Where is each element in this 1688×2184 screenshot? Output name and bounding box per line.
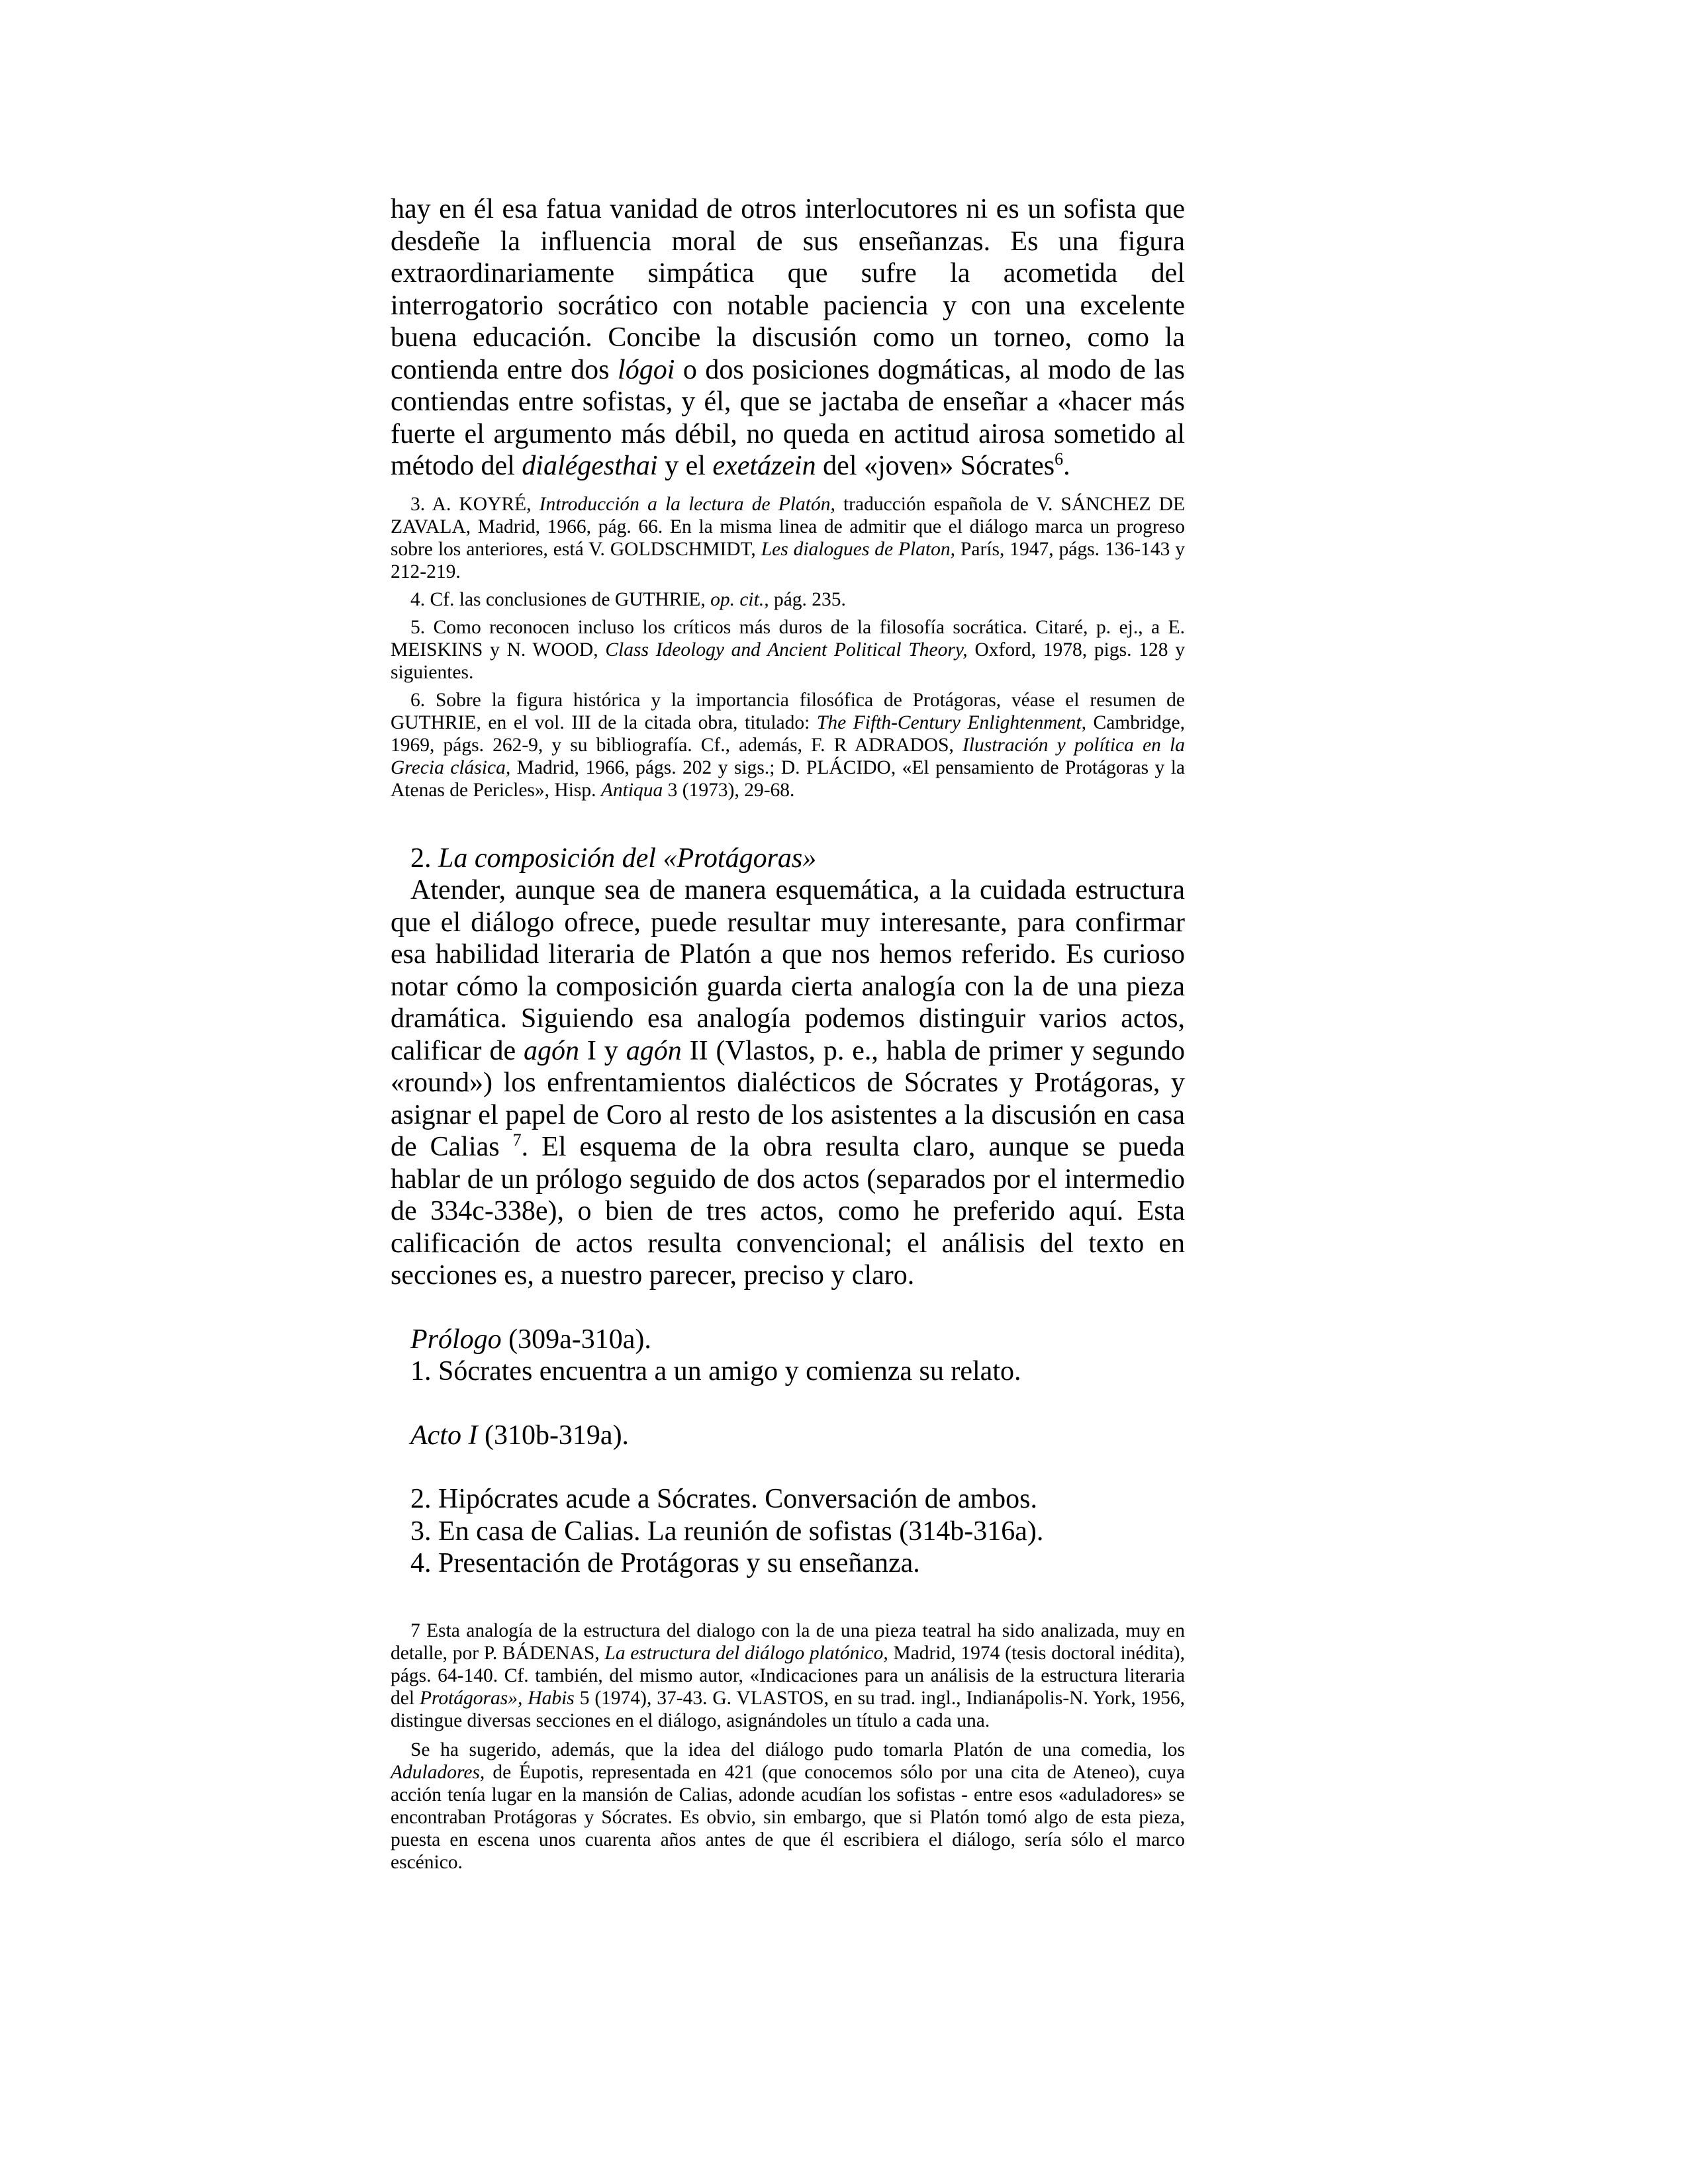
footnote-5: 5. Como reconocen incluso los críticos más duros de la filosofía socrática. Citaré, p. ej., a E. MEISKINS y N. WOOD, Class Ideology and Ancient Political Theory, Oxford, 1978, pigs. 128 y siguientes. bbox=[391, 616, 1185, 683]
outline-item-4: 4. Presentación de Protágoras y su enseñanza. bbox=[410, 1548, 920, 1578]
footnote-3: 3. A. KOYRÉ, Introducción a la lectura de Platón, traducción española de V. SÁNCHEZ DE ZAVALA, Madrid, 1966, pág. 66. En la misma linea de admitir que el diálogo marca un progreso sobre los anteriores, está V. GOLDSCHMIDT, Les dialogues de Platon, París, 1947, págs. 136-143 y 212-219. bbox=[391, 493, 1185, 582]
outline-item-1: 1. Sócrates encuentra a un amigo y comienza su relato. bbox=[410, 1356, 1021, 1387]
outline-item-2: 2. Hipócrates acude a Sócrates. Conversación de ambos. bbox=[410, 1484, 1038, 1514]
footnote-7-continued: Se ha sugerido, además, que la idea del diálogo pudo tomarla Platón de una comedia, los Aduladores, de Éupotis, representada en 421 (que conocemos sólo por una cita de Ateneo), cuya acción tenía lugar en la mansión de Calias, adonde acudían los sofistas - entre esos «aduladores» se encontraban Protágoras y Sócrates. Es obvio, sin embargo, que si Platón tomó algo de esta pieza, puesta en escena unos cuarenta años antes de que él escribiera el diálogo, sería sólo el marco escénico. bbox=[391, 1739, 1185, 1873]
outline-acto-1: Acto I (310b-319a). bbox=[410, 1420, 630, 1451]
body-paragraph: Atender, aunque sea de manera esquemática, a la cuidada estructura que el diálogo ofrece, puede resultar muy interesante, para confirmar esa habilidad literaria de Platón a que nos hemos referido. Es curioso notar cómo la composición guarda cierta analogía con la de una pieza dramática. Siguiendo esa analogía podemos distinguir varios actos, calificar de agón I y agón II (Vlastos, p. e., habla de primer y segundo «round») los enfrentamientos dialécticos de Sócrates y Protágoras, y asignar el papel de Coro al resto de los asistentes a la discusión en casa de Calias $^7$. El esquema de la obra resulta claro, aunque se pueda hablar de un prólogo seguido de dos actos (separados por el intermedio de 334c-338e), o bien de tres actos, como he preferido aquí. Esta calificación de actos resulta convencional; el análisis del texto en secciones es, a nuestro parecer, preciso y claro. bbox=[391, 875, 1185, 1291]
footnote-7: 7 Esta analogía de la estructura del dialogo con la de una pieza teatral ha sido analizada, muy en detalle, por P. BÁDENAS, La estructura del diálogo platónico, Madrid, 1974 (tesis doctoral inédita), págs. 64-140. Cf. también, del mismo autor, «Indicaciones para un análisis de la estructura literaria del Protágoras», Habis 5 (1974), 37-43. G. VLASTOS, en su trad. ingl., Indianápolis-N. York, 1956, distingue diversas secciones en el diálogo, asignándoles un título a cada una. bbox=[391, 1619, 1185, 1731]
footnotes-block-1 bbox=[391, 493, 1185, 801]
structure-outline bbox=[391, 1324, 1185, 1580]
footnote-4: 4. Cf. las conclusiones de GUTHRIE, op. cit., pág. 235. bbox=[410, 588, 846, 610]
footnote-ref-7[interactable]: 7 bbox=[512, 1130, 522, 1150]
section-heading: 2. La composición del «Protágoras» bbox=[410, 842, 817, 874]
footnotes-block-2 bbox=[391, 1619, 1185, 1874]
footnote-ref-6[interactable]: 6 bbox=[1055, 449, 1064, 469]
footnote-6: 6. Sobre la figura histórica y la importancia filosófica de Protágoras, véase el resumen de GUTHRIE, en el vol. III de la citada obra, titulado: The Fifth-Century Enlightenment, Cambridge, 1969, págs. 262-9, y su bibliografía. Cf., además, F. R ADRADOS, Ilustración y política en la Grecia clásica, Madrid, 1966, págs. 202 y sigs.; D. PLÁCIDO, «El pensamiento de Protágoras y la Atenas de Pericles», Hisp. Antiqua 3 (1973), 29-68. bbox=[391, 689, 1186, 801]
outline-item-3: 3. En casa de Calias. La reunión de sofistas (314b-316a). bbox=[410, 1516, 1044, 1547]
intro-paragraph: hay en él esa fatua vanidad de otros interlocutores ni es un sofista que desdeñe la influencia moral de sus enseñanzas. Es una figura extraordinariamente simpática que sufre la acometida del interrogatorio socrático con notable paciencia y con una excelente buena educación. Concibe la discusión como un torneo, como la contienda entre dos lógoi o dos posiciones dogmáticas, al modo de las contiendas entre sofistas, y él, que se jactaba de enseñar a «hacer más fuerte el argumento más débil, no queda en actitud airosa sometido al método del dialégesthai y el exetázein del «joven» Sócrates$^6$. bbox=[391, 194, 1186, 481]
outline-prologo: Prólogo (309a-310a). bbox=[410, 1324, 651, 1355]
document-page bbox=[391, 193, 1185, 1874]
